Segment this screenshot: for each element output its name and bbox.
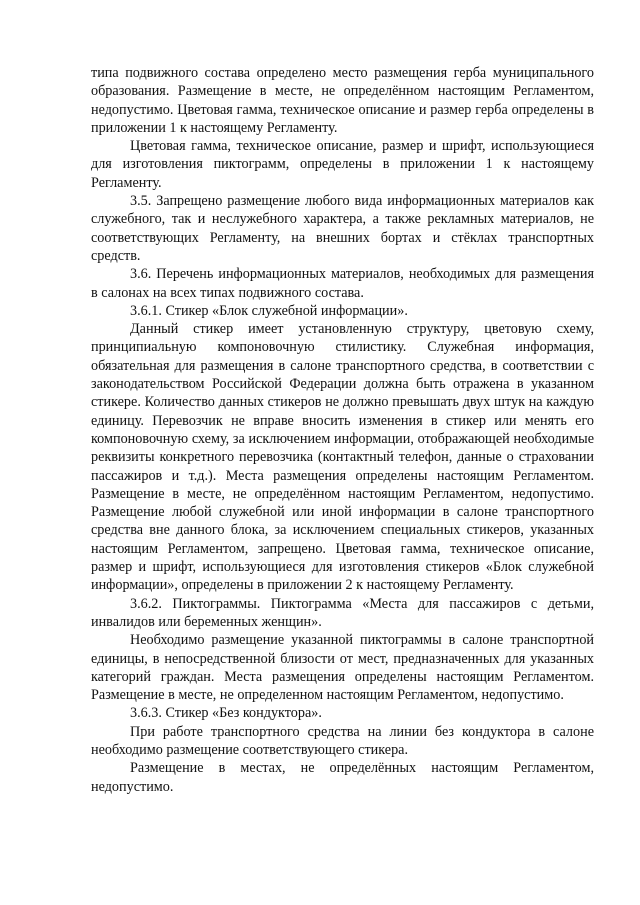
paragraph-3-6-1: 3.6.1. Стикер «Блок служебной информации». — [130, 302, 408, 319]
paragraph-3-6-3: 3.6.3. Стикер «Без кондуктора». — [130, 705, 322, 722]
paragraph-3-6-2: 3.6.2. Пиктограммы. Пиктограмма «Места для пассажиров с детьми, инвалидов или беременных женщин». — [91, 595, 594, 630]
paragraph-3-6: 3.6. Перечень информационных материалов, необходимых для размещения в салонах на всех типах подвижного состава. — [91, 266, 594, 301]
paragraph-placement-restriction: Размещение в местах, не определённых настоящим Регламентом, недопустимо. — [91, 760, 594, 795]
document-page — [91, 64, 594, 796]
paragraph-pictogram-placement: Необходимо размещение указанной пиктограммы в салоне транспортной единицы, в непосредственной близости от мест, предназначенных для указанных категорий граждан. Места размещения определены настоящим Регламентом. Размещение в месте, не определенном настоящим Регламентом, недопустимо. — [91, 632, 594, 704]
paragraph-service-info-sticker: Данный стикер имеет установленную структуру, цветовую схему, принципиальную компоновочную стилистику. Служебная информация, обязательная для размещения в салоне транспортного средства, в соответствии с законодательством Российской Федерации должна быть отражена в указанном стикере. Количество данных стикеров не должно превышать двух штук на каждую единицу. Перевозчик не вправе вносить изменения в стикер или менять его компоновочную схему, за исключением информации, отображающей необходимые реквизиты конкретного перевозчика (контактный телефон, данные о страховании пассажиров и т.д.). Места размещения определены настоящим Регламентом. Размещение в месте, не определённом настоящим Регламентом, недопустимо. Размещение любой служебной или иной информации в салоне транспортного средства вне данного блока, за исключением специальных стикеров, указанных настоящим Регламентом, запрещено. Цветовая гамма, техническое описание, размер и шрифт, использующиеся для изготовления стикеров «Блок служебной информации», определены в приложении 2 к настоящему Регламенту. — [91, 321, 594, 594]
paragraph-coat-of-arms-placement: типа подвижного состава определено место размещения герба муниципального образования. Размещение в месте, не определённом настоящим Регламентом, недопустимо. Цветовая гамма, техническое описание и размер герба определены в приложении 1 к настоящему Регламенту. — [91, 65, 594, 136]
paragraph-pictogram-specs: Цветовая гамма, техническое описание, размер и шрифт, использующиеся для изготовления пиктограмм, определены в приложении 1 к настоящему Регламенту. — [91, 138, 594, 191]
paragraph-3-5: 3.5. Запрещено размещение любого вида информационных материалов как служебного, так и неслужебного характера, а также рекламных материалов, не соответствующих Регламенту, на внешних бортах и стёклах транспортных средств. — [91, 193, 594, 264]
paragraph-no-conductor: При работе транспортного средства на линии без кондуктора в салоне необходимо размещение соответствующего стикера. — [91, 723, 594, 758]
